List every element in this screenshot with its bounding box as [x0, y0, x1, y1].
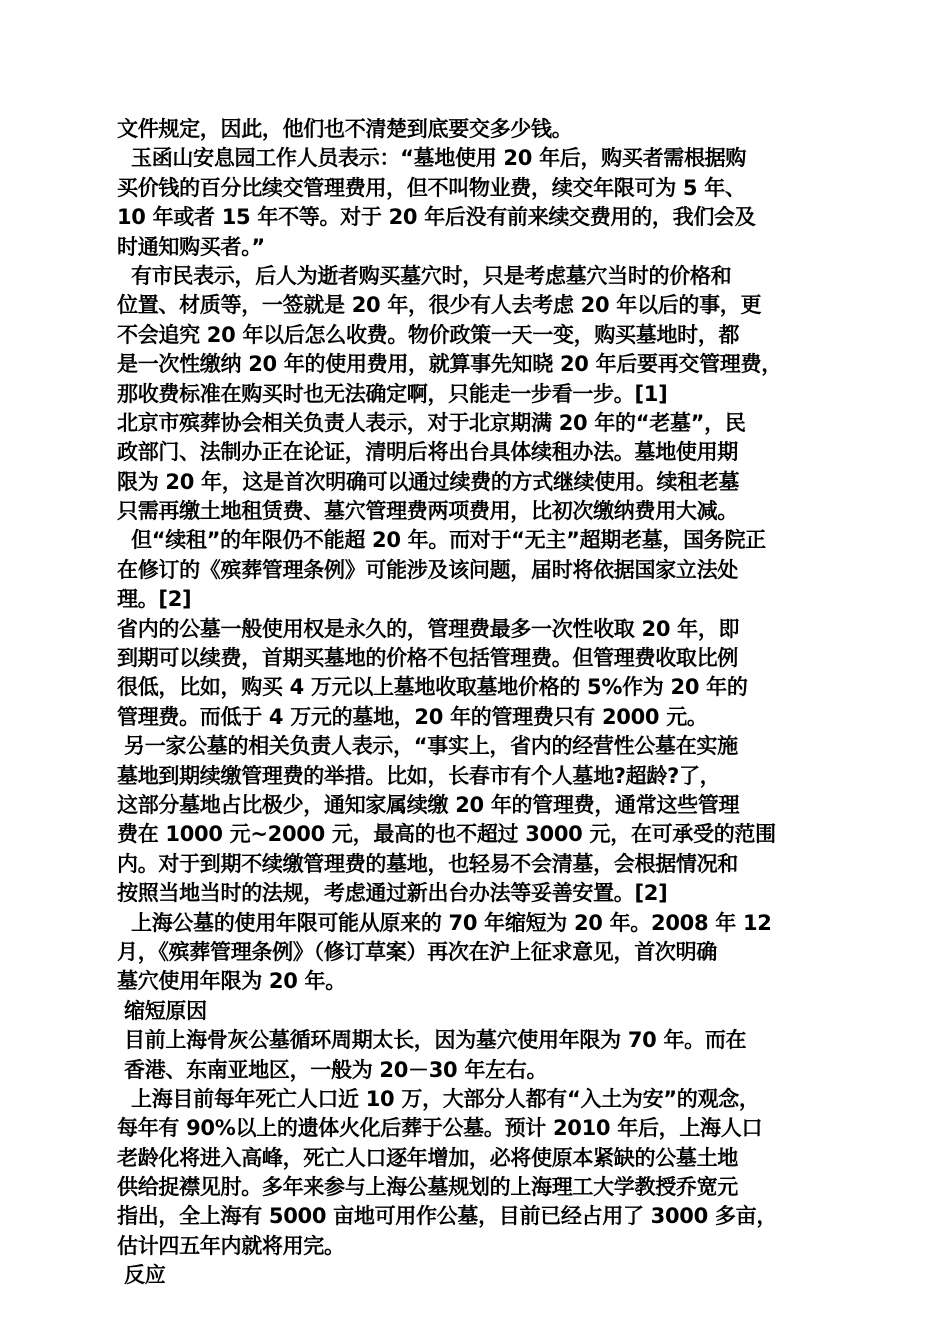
text-line: 另一家公墓的相关负责人表示，“事实上，省内的经营性公墓在实施 [117, 734, 738, 759]
text-line: 估计四五年内就将用完。 [117, 1233, 345, 1258]
text-line: 费在 1000 元~2000 元，最高的也不超过 3000 元，在可承受的范围 [117, 822, 776, 847]
text-line: 那收费标准在购买时也无法确定啊，只能走一步看一步。[1] [117, 381, 668, 406]
text-line: 政部门、法制办正在论证，清明后将出台具体续租办法。墓地使用期 [117, 440, 738, 465]
text-line: 只需再缴土地租赁费、墓穴管理费两项费用，比初次缴纳费用大减。 [117, 499, 738, 524]
text-line: 这部分墓地占比极少，通知家属续缴 20 年的管理费，通常这些管理 [117, 792, 740, 817]
text-line: 到期可以续费，首期买墓地的价格不包括管理费。但管理费收取比例 [117, 646, 738, 671]
text-line: 位置、材质等，一签就是 20 年，很少有人去考虑 20 年以后的事，更 [117, 293, 762, 318]
text-line: 每年有 90%以上的遗体火化后葬于公墓。预计 2010 年后，上海人口 [117, 1116, 763, 1141]
text-line: 月，《殡葬管理条例》（修订草案）再次在沪上征求意见，首次明确 [117, 939, 717, 964]
text-line: 很低，比如，购买 4 万元以上墓地收取墓地价格的 5%作为 20 年的 [117, 675, 748, 700]
text-line: 理。[2] [117, 587, 192, 612]
text-line: 管理费。而低于 4 万元的墓地，20 年的管理费只有 2000 元。 [117, 704, 708, 729]
section-heading: 缩短原因 [117, 998, 207, 1023]
text-line: 老龄化将进入高峰，死亡人口逐年增加，必将使原本紧缺的公墓土地 [117, 1145, 738, 1170]
text-line: 省内的公墓一般使用权是永久的，管理费最多一次性收取 20 年，即 [117, 616, 740, 641]
text-line: 墓地到期续缴管理费的举措。比如，长春市有个人墓地?超龄?了， [117, 763, 721, 788]
document-body [117, 115, 847, 1291]
text-line: 玉函山安息园工作人员表示：“墓地使用 20 年后，购买者需根据购 [117, 146, 747, 171]
text-line: 是一次性缴纳 20 年的使用费用，就算事先知晓 20 年后要再交管理费， [117, 352, 782, 377]
text-line: 北京市殡葬协会相关负责人表示，对于北京期满 20 年的“老墓”，民 [117, 410, 746, 435]
section-heading: 反应 [117, 1263, 166, 1288]
text-line: 墓穴使用年限为 20 年。 [117, 969, 346, 994]
text-line: 不会追究 20 年以后怎么收费。物价政策一天一变，购买墓地时，都 [117, 322, 740, 347]
text-line: 上海公墓的使用年限可能从原来的 70 年缩短为 20 年。2008 年 12 [117, 910, 772, 935]
text-line: 上海目前每年死亡人口近 10 万，大部分人都有“入土为安”的观念， [117, 1086, 760, 1111]
text-line: 限为 20 年，这是首次明确可以通过续费的方式继续使用。续租老墓 [117, 469, 740, 494]
text-line: 10 年或者 15 年不等。对于 20 年后没有前来续交费用的，我们会及 [117, 205, 756, 230]
text-line: 香港、东南亚地区，一般为 20－30 年左右。 [117, 1057, 548, 1082]
text-line: 目前上海骨灰公墓循环周期太长，因为墓穴使用年限为 70 年。而在 [117, 1028, 747, 1053]
text-line: 内。对于到期不续缴管理费的墓地，也轻易不会清墓，会根据情况和 [117, 851, 738, 876]
text-line: 有市民表示，后人为逝者购买墓穴时，只是考虑墓穴当时的价格和 [117, 263, 732, 288]
text-line: 供给捉襟见肘。多年来参与上海公墓规划的上海理工大学教授乔宽元 [117, 1175, 738, 1200]
text-line: 时通知购买者。” [117, 234, 265, 259]
text-line: 在修订的《殡葬管理条例》可能涉及该问题，届时将依据国家立法处 [117, 557, 738, 582]
text-line: 但“续租”的年限仍不能超 20 年。而对于“无主”超期老墓，国务院正 [117, 528, 766, 553]
text-line: 指出，全上海有 5000 亩地可用作公墓，目前已经占用了 3000 多亩， [117, 1204, 778, 1229]
text-line: 买价钱的百分比续交管理费用，但不叫物业费，续交年限可为 5 年、 [117, 175, 746, 200]
text-line: 按照当地当时的法规，考虑通过新出台办法等妥善安置。[2] [117, 881, 668, 906]
text-line: 文件规定，因此，他们也不清楚到底要交多少钱。 [117, 117, 573, 141]
